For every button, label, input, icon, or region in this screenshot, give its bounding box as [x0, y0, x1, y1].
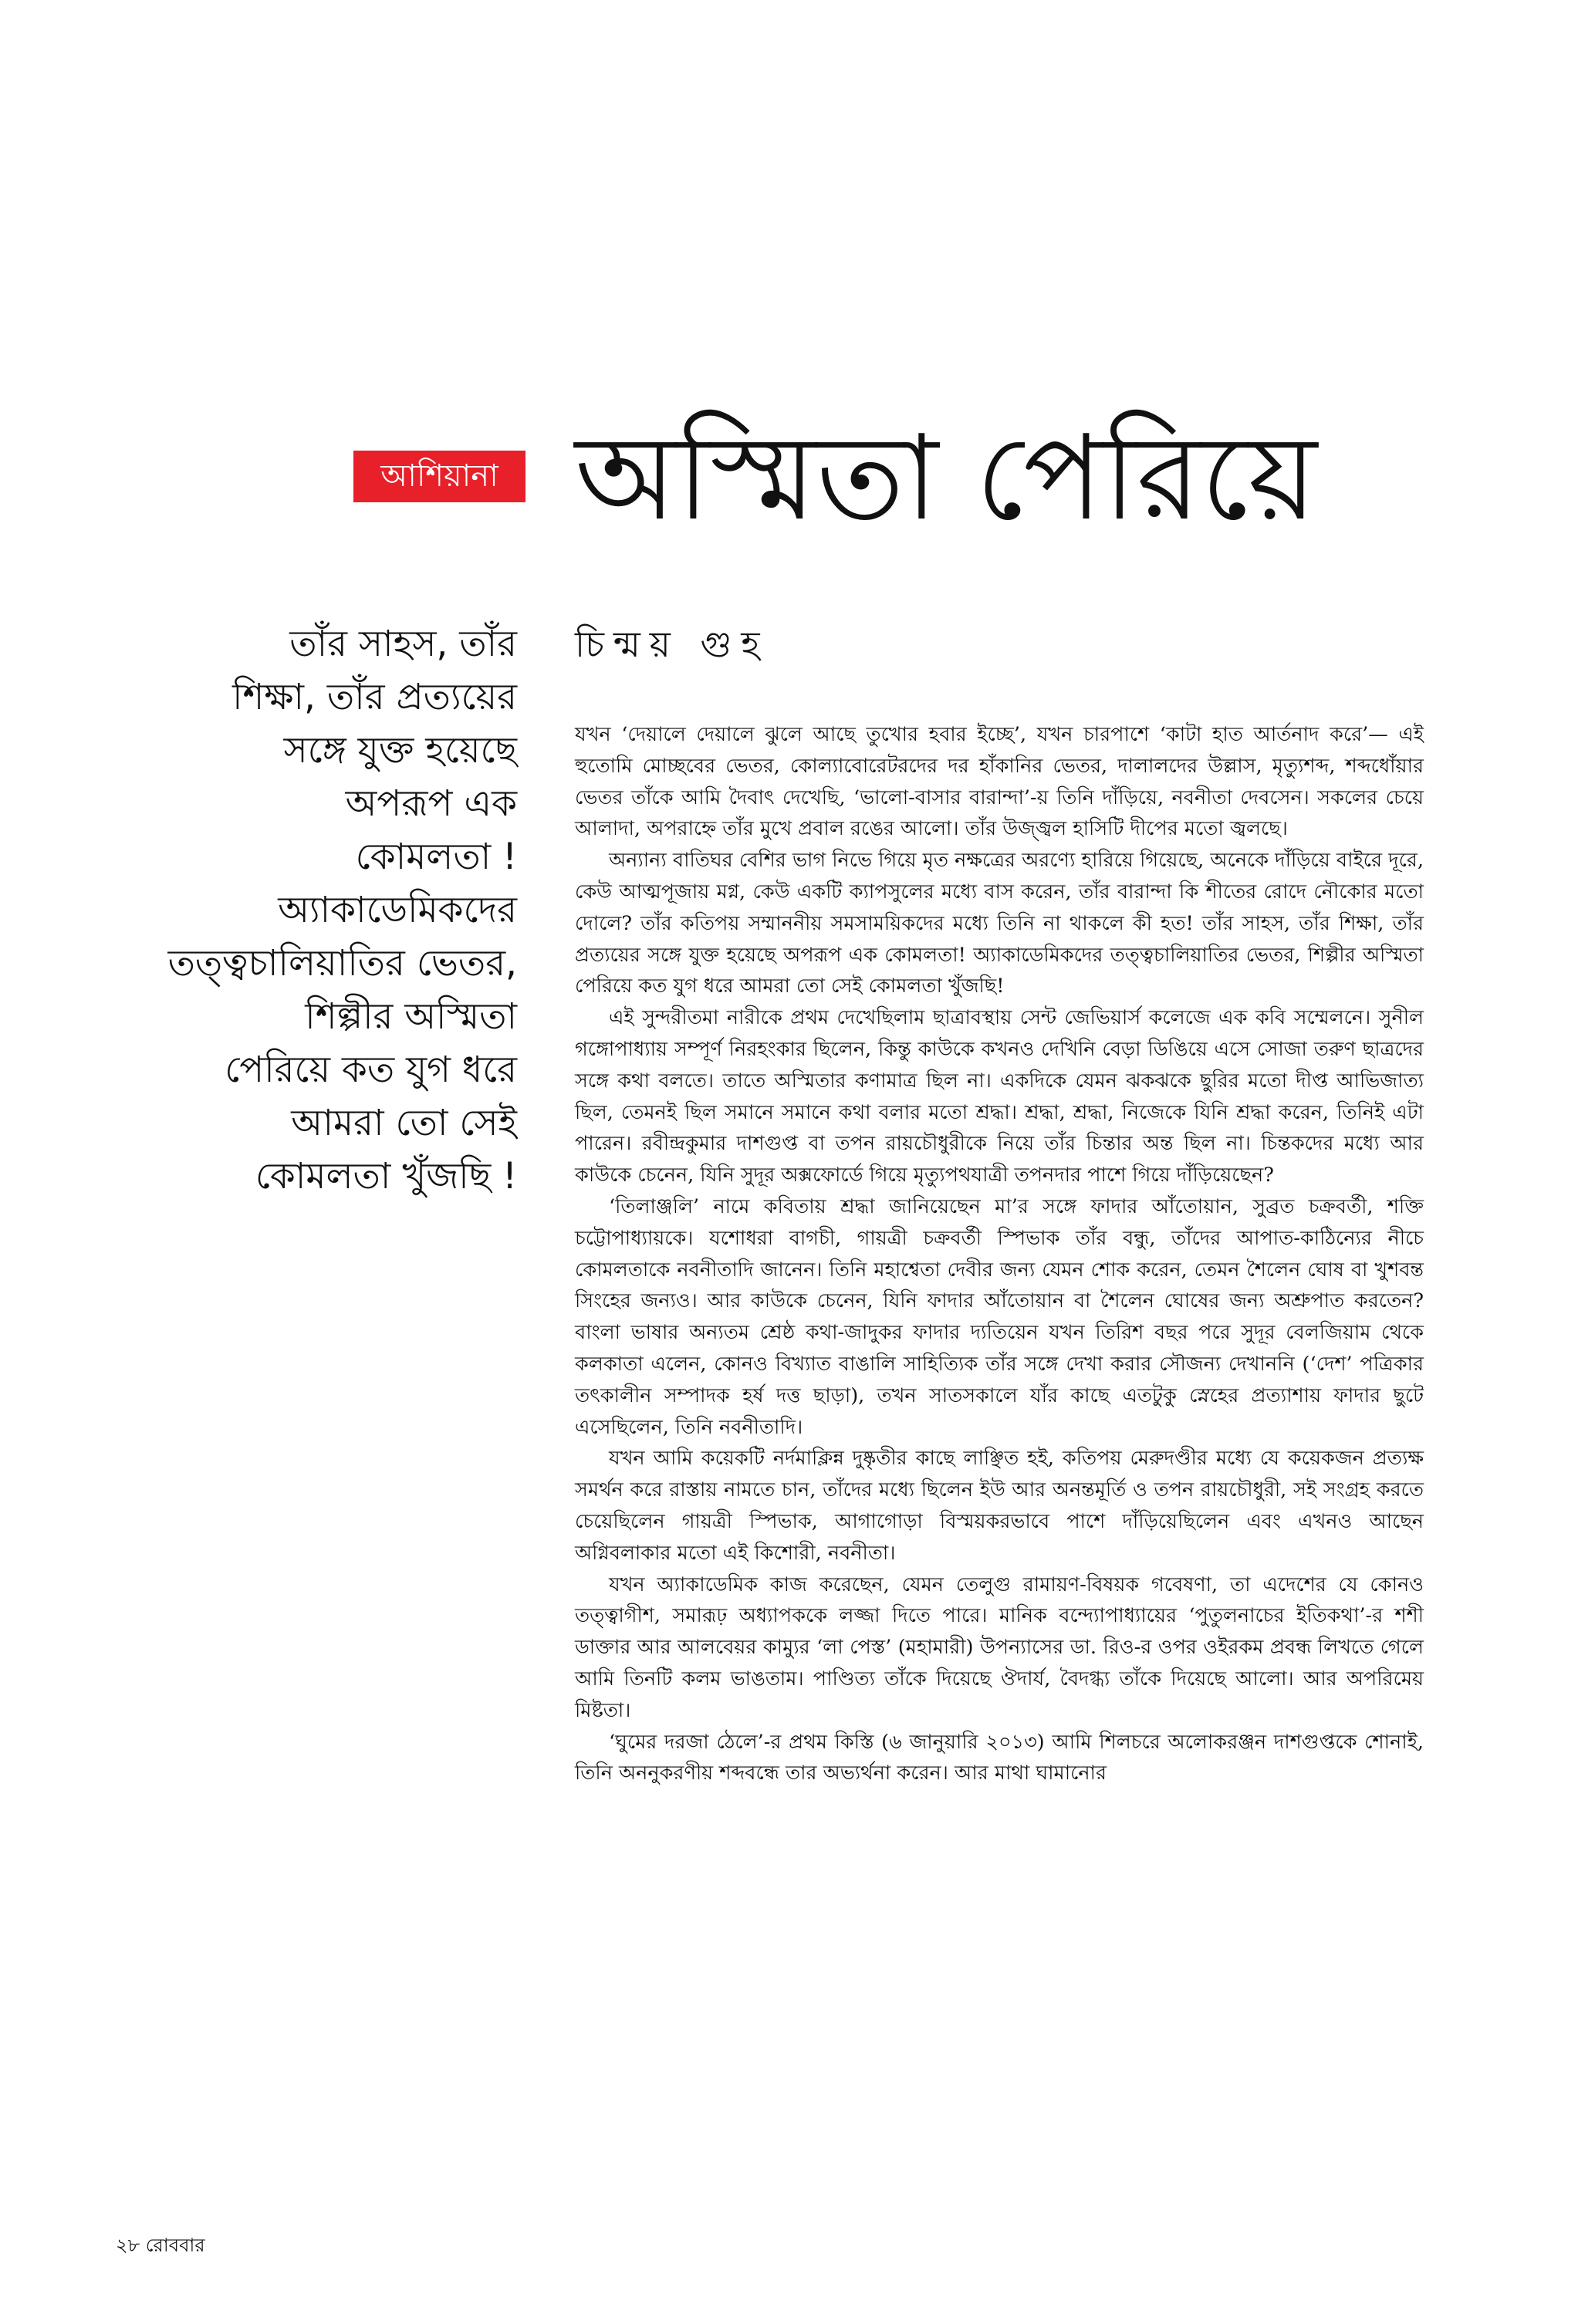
article-paragraph: যখন ‘দেয়ালে দেয়ালে ঝুলে আছে তুখোর হবার ইচ্ছে’, যখন চারপাশে ‘কাটা হাত আর্তনাদ করে’— এই হুতোমি মোচ্ছবের ভেতর, কোল্যাবোরেটরদের দর হাঁকানির ভেতর, দালালদের উল্লাস, মৃত্যুশব্দ, শব্দধোঁয়ার ভেতর তাঁকে আমি দৈবাৎ দেখেছি, ‘ভালো-বাসার বারান্দা’-য় তিনি দাঁড়িয়ে, নবনীতা দেবসেন। সকলের চেয়ে আলাদা, অপরাহ্নে তাঁর মুখে প্রবাল রঙের আলো। তাঁর উজ্জ্বল হাসিটি দীপের মতো জ্বলছে।: [575, 723, 1424, 841]
article-paragraph: যখন আমি কয়েকটি নর্দমাক্লিন্ন দুষ্কৃতীর কাছে লাঞ্ছিত হই, কতিপয় মেরুদণ্ডীর মধ্যে যে কয়েকজন প্রত্যক্ষ সমর্থন করে রাস্তায় নামতে চান, তাঁদের মধ্যে ছিলেন ইউ আর অনন্তমূর্তি ও তপন রায়চৌধুরী, সই সংগ্রহ করতে চেয়েছিলেন গায়ত্রী স্পিভাক, আগাগোড়া বিস্ময়করভাবে পাশে দাঁড়িয়েছিলেন এবং এখনও আছেন অগ্নিবলাকার মতো এই কিশোরী, নবনীতা।: [575, 1447, 1424, 1565]
article-body: [575, 719, 1424, 1789]
pull-quote-line: অপরূপ এক: [345, 782, 517, 825]
pull-quote-line: আমরা তো সেই: [291, 1102, 517, 1144]
article-paragraph: ‘তিলাঞ্জলি’ নামে কবিতায় শ্রদ্ধা জানিয়েছেন মা’র সঙ্গে ফাদার আঁতোয়ান, সুব্রত চক্রবর্তী, শক্তি চট্টোপাধ্যায়কে। যশোধরা বাগচী, গায়ত্রী চক্রবর্তী স্পিভাক তাঁর বন্ধু, তাঁদের আপাত-কাঠিন্যের নীচে কোমলতাকে নবনীতাদি জানেন। তিনি মহাশ্বেতা দেবীর জন্য যেমন শোক করেন, তেমন শৈলেন ঘোষ বা খুশবন্ত সিংহের জন্যও। আর কাউকে চেনেন, যিনি ফাদার আঁতোয়ান বা শৈলেন ঘোষের জন্য অশ্রুপাত করতেন? বাংলা ভাষার অন্যতম শ্রেষ্ঠ কথা-জাদুকর ফাদার দ্যতিয়েন যখন তিরিশ বছর পরে সুদূর বেলজিয়াম থেকে কলকাতা এলেন, কোনও বিখ্যাত বাঙালি সাহিত্যিক তাঁর সঙ্গে দেখা করার সৌজন্য দেখাননি (‘দেশ’ পত্রিকার তৎকালীন সম্পাদক হর্ষ দত্ত ছাড়া), তখন সাতসকালে যাঁর কাছে এতটুকু স্নেহের প্রত্যাশায় ফাদার ছুটে এসেছিলেন, তিনি নবনীতাদি।: [575, 1194, 1424, 1439]
pull-quote: [154, 617, 517, 1203]
article-paragraph: এই সুন্দরীতমা নারীকে প্রথম দেখেছিলাম ছাত্রাবস্থায় সেন্ট জেভিয়ার্স কলেজে এক কবি সম্মেলনে। সুনীল গঙ্গোপাধ্যায় সম্পূর্ণ নিরহংকার ছিলেন, কিন্তু কাউকে কখনও দেখিনি বেড়া ডিঙিয়ে এসে সোজা তরুণ ছাত্রদের সঙ্গে কথা বলতে। তাতে অস্মিতার কণামাত্র ছিল না। একদিকে যেমন ঝকঝকে ছুরির মতো দীপ্ত আভিজাত্য ছিল, তেমনই ছিল সমানে সমানে কথা বলার মতো শ্রদ্ধা। শ্রদ্ধা, শ্রদ্ধা, নিজেকে যিনি শ্রদ্ধা করেন, তিনিই এটা পারেন। রবীন্দ্রকুমার দাশগুপ্ত বা তপন রায়চৌধুরীকে নিয়ে তাঁর চিন্তার অন্ত ছিল না। চিন্তকদের মধ্যে আর কাউকে চেনেন, যিনি সুদূর অক্সফোর্ডে গিয়ে মৃত্যুপথযাত্রী তপনদার পাশে গিয়ে দাঁড়িয়েছেন?: [575, 1006, 1424, 1187]
pull-quote-line: তত্ত্বচালিয়াতির ভেতর,: [167, 942, 517, 985]
section-tag: আশিয়ানা: [353, 451, 525, 502]
pull-quote-line: শিক্ষা, তাঁর প্রত্যয়ের: [232, 676, 517, 718]
byline: চিন্ময় গুহ: [575, 623, 769, 665]
article-paragraph: যখন অ্যাকাডেমিক কাজ করেছেন, যেমন তেলুগু রামায়ণ-বিষয়ক গবেষণা, তা এদেশের যে কোনও তত্ত্বাগীশ, সমারূঢ় অধ্যাপককে লজ্জা দিতে পারে। মানিক বন্দ্যোপাধ্যায়ের ‘পুতুলনাচের ইতিকথা’-র শশী ডাক্তার আর আলবেয়র কাম্যুর ‘লা পেস্ত’ (মহামারী) উপন্যাসের ডা. রিও-র ওপর ওইরকম প্রবন্ধ লিখতে গেলে আমি তিনটি কলম ভাঙতাম। পাণ্ডিত্য তাঁকে দিয়েছে ঔদার্য, বৈদগ্ধ্য তাঁকে দিয়েছে আলো। আর অপরিমেয় মিষ্টতা।: [575, 1572, 1424, 1722]
pull-quote-line: তাঁর সাহস, তাঁর: [289, 623, 517, 665]
article-paragraph: ‘ঘুমের দরজা ঠেলে’-র প্রথম কিস্তি (৬ জানুয়ারি ২০১৩) আমি শিলচরে অলোকরঞ্জন দাশগুপ্তকে শোনাই, তিনি অননুকরণীয় শব্দবন্ধে তার অভ্যর্থনা করেন। আর মাথা ঘামানোর: [575, 1730, 1424, 1785]
headline: অস্মিতা পেরিয়ে: [575, 410, 1317, 546]
pull-quote-line: সঙ্গে যুক্ত হয়েছে: [283, 729, 517, 772]
pull-quote-line: পেরিয়ে কত যুগ ধরে: [225, 1049, 517, 1091]
pull-quote-line: কোমলতা খুঁজছি !: [255, 1155, 517, 1197]
article-paragraph: অন্যান্য বাতিঘর বেশির ভাগ নিভে গিয়ে মৃত নক্ষত্রের অরণ্যে হারিয়ে গিয়েছে, অনেকে দাঁড়িয়ে বাইরে দূরে, কেউ আত্মপূজায় মগ্ন, কেউ একটি ক্যাপসুলের মধ্যে বাস করেন, তাঁর বারান্দা কি শীতের রোদে নৌকোর মতো দোলে? তাঁর কতিপয় সম্মাননীয় সমসাময়িকদের মধ্যে তিনি না থাকলে কী হত! তাঁর সাহস, তাঁর শিক্ষা, তাঁর প্রত্যয়ের সঙ্গে যুক্ত হয়েছে অপরূপ এক কোমলতা! অ্যাকাডেমিকদের তত্ত্বচালিয়াতির ভেতর, শিল্পীর অস্মিতা পেরিয়ে কত যুগ ধরে আমরা তো সেই কোমলতা খুঁজছি!: [575, 849, 1424, 998]
pull-quote-line: কোমলতা !: [355, 836, 517, 878]
pull-quote-line: অ্যাকাডেমিকদের: [278, 889, 517, 931]
page-folio: ২৮ রোববার: [116, 2234, 205, 2256]
pull-quote-line: শিল্পীর অস্মিতা: [305, 995, 517, 1038]
